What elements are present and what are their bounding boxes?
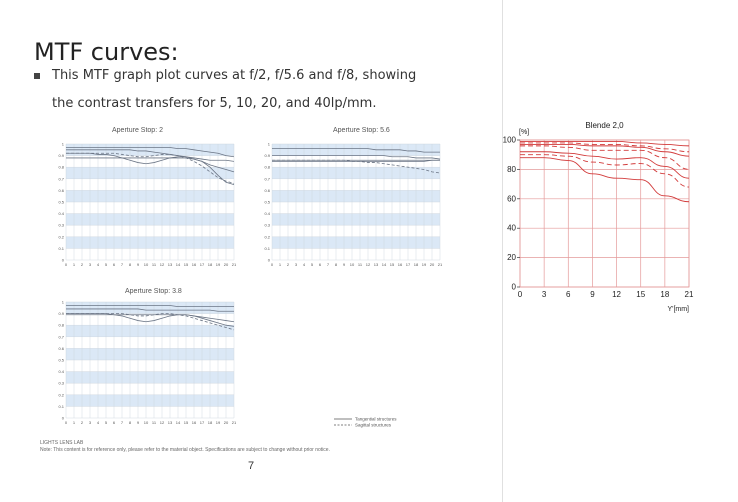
y-tick-label: 0.1 [58,245,64,251]
footer-note: Note: This content is for reference only, please refer to the material object. Specifications are subject to change without prior notice. [40,447,330,453]
y-tick-label: 0 [511,282,516,292]
y-tick-label: 1 [61,299,64,305]
y-tick-label: 0.2 [58,234,64,240]
x-tick-label: 17 [405,262,411,267]
x-tick-label: 11 [151,420,157,425]
grid-band [66,372,234,384]
footer-brand: LIGHTS LENS LAB [40,440,84,446]
slide-title: MTF curves: [34,38,179,66]
y-tick-label: 0.7 [58,176,64,182]
chart-title-f3-8: Aperture Stop: 3.8 [125,288,182,295]
y-tick-label: 0.3 [264,222,270,228]
grid-band [66,167,234,179]
mtf-chart-blende-2-0 [500,112,705,322]
x-tick-label: 4 [96,262,100,267]
x-tick-label: 1 [72,420,76,425]
x-tick-label: 16 [191,420,197,425]
x-tick-label: 5 [310,262,314,267]
x-tick-label: 6 [112,262,116,267]
x-tick-label: 0 [64,420,68,425]
x-tick-label: 18 [413,262,419,267]
x-tick-label: 4 [302,262,306,267]
grid-band [66,348,234,360]
y-tick-label: 0.8 [264,164,270,170]
series-line-1 [272,156,440,159]
y-tick-label: 20 [507,253,516,263]
grid-band [272,190,440,202]
y-tick-label: 1 [61,141,64,147]
y-tick-label: 1 [267,141,270,147]
mtf-chart-f3-8 [54,296,240,430]
x-tick-label: 12 [365,262,371,267]
y-tick-label: 0.7 [58,334,64,340]
x-tick-label: 21 [231,420,237,425]
y-tick-label: 0.1 [264,245,270,251]
y-tick-label: 0.3 [58,222,64,228]
grid-band [66,325,234,337]
y-tick-label: 0.3 [58,380,64,386]
y-tick-label: 100 [502,135,516,145]
x-tick-label: 1 [278,262,282,267]
y-tick-label: 60 [507,194,516,204]
y-tick-label: 0.6 [264,187,270,193]
x-tick-label: 9 [590,290,595,299]
x-tick-label: 7 [120,262,124,267]
x-tick-label: 16 [191,262,197,267]
x-tick-label: 2 [80,262,84,267]
y-tick-label: 0 [267,257,270,263]
x-tick-label: 15 [636,290,646,299]
x-tick-label: 14 [381,262,387,267]
x-tick-label: 20 [223,420,229,425]
bullet-icon [34,73,40,79]
x-tick-label: 0 [64,262,68,267]
page-number: 7 [248,460,255,472]
x-tick-label: 0 [517,290,523,299]
x-tick-label: 15 [389,262,395,267]
chart-title-f2: Aperture Stop: 2 [112,127,163,134]
x-tick-label: 11 [357,262,363,267]
y-tick-label: 0 [61,415,64,421]
y-tick-label: 40 [507,223,516,233]
x-tick-label: 5 [104,420,108,425]
grid-band [66,190,234,202]
x-tick-label: 15 [183,420,189,425]
x-tick-label: 7 [120,420,124,425]
x-tick-label: 10 [143,262,149,267]
x-tick-label: 3 [88,420,92,425]
grid-band [272,214,440,226]
mtf-chart-f2 [54,138,240,272]
legend-tangential: Tangential structures [355,416,397,422]
y-tick-label: 0.9 [58,311,64,317]
x-tick-label: 10 [143,420,149,425]
x-tick-label: 0 [270,262,274,267]
x-tick-label: 17 [199,420,205,425]
y-tick-label: 0.4 [58,369,64,375]
x-tick-label: 13 [167,262,173,267]
x-tick-label: 8 [128,420,132,425]
x-tick-label: 3 [88,262,92,267]
grid-band [66,395,234,407]
plot-area [520,140,689,287]
grid-band [272,237,440,249]
x-tick-label: 13 [373,262,379,267]
y-tick-label: 0.9 [58,153,64,159]
grid-band [66,214,234,226]
x-tick-label: 6 [318,262,322,267]
x-tick-label: 15 [183,262,189,267]
x-tick-label: 18 [207,262,213,267]
x-tick-label: 9 [136,420,140,425]
x-tick-label: 3 [541,290,547,299]
x-tick-label: 10 [349,262,355,267]
x-tick-label: 6 [112,420,116,425]
y-tick-label: 0.9 [264,153,270,159]
x-tick-label: 21 [437,262,443,267]
bullet-text-line1: This MTF graph plot curves at f/2, f/5.6 and f/8, showing [52,68,417,83]
x-tick-label: 5 [104,262,108,267]
x-tick-label: 18 [660,290,670,299]
y-tick-label: 0.1 [58,403,64,409]
series-line-2 [66,314,234,327]
series-line-3 [66,315,234,322]
x-tick-label: 7 [326,262,330,267]
y-tick-label: 0.5 [58,199,64,205]
legend [330,415,410,429]
chart-title-blende: Blende 2,0 [585,121,624,130]
x-tick-label: 13 [167,420,173,425]
grid-band [272,167,440,179]
y-tick-label: 0.4 [264,211,270,217]
x-tick-label: 19 [421,262,427,267]
y-tick-label: 0.5 [264,199,270,205]
y-tick-label: 0.6 [58,187,64,193]
x-tick-label: 6 [566,290,571,299]
x-tick-label: 16 [397,262,403,267]
y-tick-label: 80 [507,164,516,174]
y-tick-label: 0.8 [58,164,64,170]
x-tick-label: 3 [294,262,298,267]
x-tick-label: 14 [175,262,181,267]
x-tick-label: 20 [429,262,435,267]
x-tick-label: 4 [96,420,100,425]
x-tick-label: 19 [215,420,221,425]
x-tick-label: 17 [199,262,205,267]
x-tick-label: 8 [128,262,132,267]
x-tick-label: 19 [215,262,221,267]
legend-sagittal: Sagittal structures [355,422,392,428]
x-axis-label: Y'[mm] [667,306,689,313]
x-tick-label: 12 [159,262,165,267]
x-tick-label: 1 [72,262,76,267]
grid-band [66,302,234,314]
y-tick-label: 0.6 [58,345,64,351]
grid-band [272,144,440,156]
y-tick-label: 0.4 [58,211,64,217]
bullet-text-line2: the contrast transfers for 5, 10, 20, and 40lp/mm. [52,96,377,111]
mtf-chart-f5-6 [260,138,446,272]
chart-title-f5-6: Aperture Stop: 5.6 [333,127,390,134]
y-tick-label: 0 [61,257,64,263]
grid-band [66,237,234,249]
x-tick-label: 12 [612,290,622,299]
x-tick-label: 18 [207,420,213,425]
x-tick-label: 11 [151,262,157,267]
x-tick-label: 20 [223,262,229,267]
x-tick-label: 14 [175,420,181,425]
y-tick-label: 0.2 [58,392,64,398]
x-tick-label: 2 [80,420,84,425]
x-tick-label: 21 [684,290,694,299]
x-tick-label: 8 [334,262,338,267]
y-axis-label: [%] [519,129,530,136]
x-tick-label: 9 [136,262,140,267]
y-tick-label: 0.5 [58,357,64,363]
x-tick-label: 21 [231,262,237,267]
x-tick-label: 9 [342,262,346,267]
x-tick-label: 2 [286,262,290,267]
x-tick-label: 12 [159,420,165,425]
y-tick-label: 0.8 [58,322,64,328]
y-tick-label: 0.7 [264,176,270,182]
y-tick-label: 0.2 [264,234,270,240]
